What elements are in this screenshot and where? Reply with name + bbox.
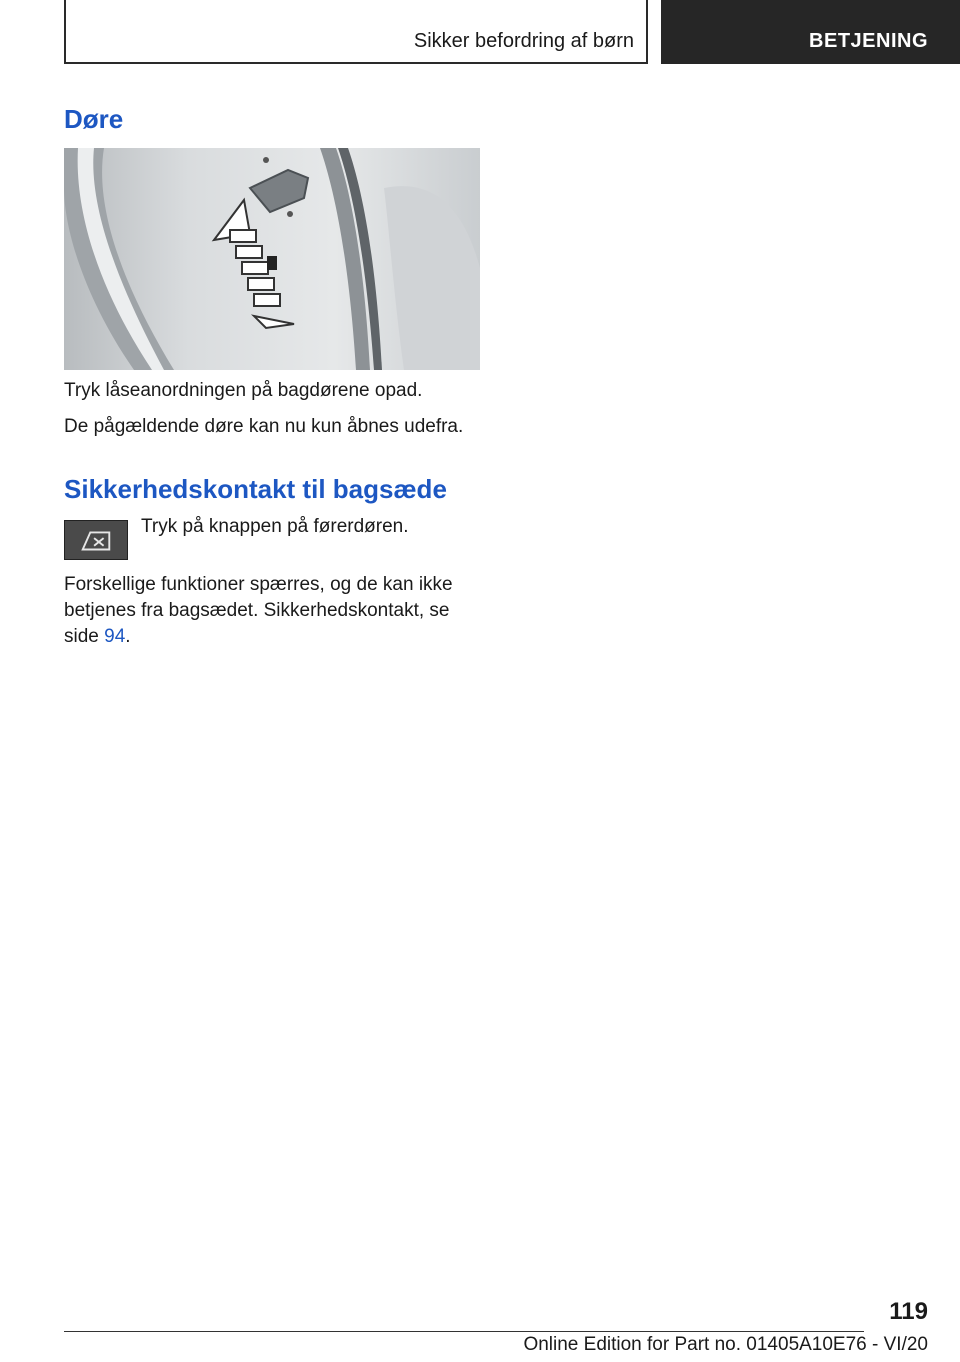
header-section-title: Sikker befordring af børn <box>413 30 634 52</box>
door-lock-lever-image <box>64 148 480 370</box>
window-lock-button-icon <box>64 520 128 560</box>
safety-switch-description <box>64 572 464 650</box>
doors-heading: Døre <box>64 104 124 134</box>
footer-edition: Online Edition for Part no. 01405A10E76 - VI/20 <box>523 1334 928 1355</box>
page-number: 119 <box>889 1298 928 1325</box>
safety-switch-description-text: Forskellige funktioner spærres, og de kan ikke betjenes fra bagsædet. Sikkerhedskontakt, se side <box>64 574 453 647</box>
header-chapter-tab <box>661 0 960 64</box>
doors-instruction: Tryk låseanordningen på bagdørene opad. <box>64 380 423 401</box>
safety-switch-instruction: Tryk på knappen på førerdøren. <box>141 516 409 537</box>
safety-switch-heading: Sikkerhedskontakt til bagsæde <box>64 474 447 504</box>
safety-switch-description-end: . <box>125 626 131 647</box>
header-chapter-title: BETJENING <box>809 30 928 52</box>
footer-divider <box>64 1331 864 1332</box>
page-reference-link[interactable]: 94 <box>104 626 126 647</box>
doors-result: De pågældende døre kan nu kun åbnes udefra. <box>64 416 464 437</box>
header-section-tab <box>64 0 648 64</box>
